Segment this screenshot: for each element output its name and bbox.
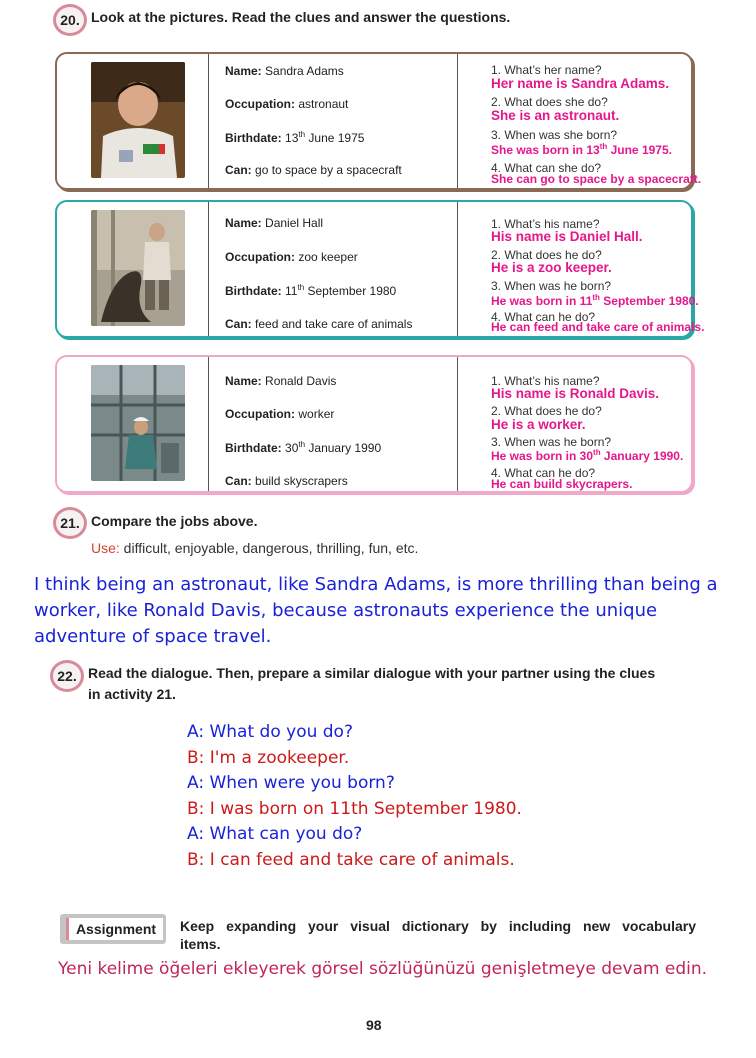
dialogue-line: A: What can you do? (187, 824, 363, 844)
ability-clue: Can: feed and take care of animals (225, 317, 413, 331)
question-3: 3. When was he born? (491, 279, 612, 293)
answer-3: She was born in 13th June 1975. (491, 142, 672, 157)
column-divider (208, 202, 209, 336)
column-divider (457, 202, 458, 336)
dialogue-line: B: I was born on 11th September 1980. (187, 799, 522, 819)
name-clue: Name: Ronald Davis (225, 374, 337, 388)
answer-3: He was born in 11th September 1980. (491, 293, 699, 308)
answer-2: He is a zoo keeper. (491, 260, 612, 275)
use-label: Use: (91, 540, 120, 556)
question-4: 4. What can she do? (491, 161, 602, 175)
question-1: 1. What’s her name? (491, 63, 602, 77)
question-2: 2. What does he do? (491, 404, 602, 418)
word-hint (91, 540, 418, 556)
assignment-label: Assignment (66, 918, 163, 940)
column-divider (208, 357, 209, 491)
dialogue-line: A: What do you do? (187, 722, 353, 742)
person-card-ronald (55, 355, 693, 493)
person-card-sandra (55, 52, 702, 190)
column-divider (208, 54, 209, 188)
occupation-clue: Occupation: astronaut (225, 97, 349, 111)
occupation-clue: Occupation: worker (225, 407, 335, 421)
exercise-title: Compare the jobs above. (91, 513, 258, 529)
assignment-text-line-2: items. (180, 936, 221, 952)
assignment-text (180, 917, 696, 953)
exercise-number: 21. (53, 507, 87, 539)
question-1: 1. What’s his name? (491, 217, 600, 231)
ability-clue: Can: go to space by a spacecraft (225, 163, 402, 177)
astronaut-photo (91, 62, 185, 178)
question-3: 3. When was she born? (491, 128, 618, 142)
dialogue-line: B: I can feed and take care of animals. (187, 850, 515, 870)
person-card-daniel (55, 200, 705, 338)
question-4: 4. What can he do? (491, 466, 596, 480)
birthdate-clue: Birthdate: 30th January 1990 (225, 440, 382, 455)
zookeeper-photo (91, 210, 185, 326)
column-divider (457, 357, 458, 491)
question-1: 1. What’s his name? (491, 374, 600, 388)
birthdate-clue: Birthdate: 11th September 1980 (225, 283, 397, 298)
dialogue-line: B: I'm a zookeeper. (187, 748, 350, 768)
name-clue: Name: Daniel Hall (225, 216, 324, 230)
page-number: 98 (366, 1017, 382, 1033)
column-divider (457, 54, 458, 188)
answer-1: His name is Daniel Hall. (491, 229, 643, 244)
name-clue: Name: Sandra Adams (225, 64, 344, 78)
assignment-badge (60, 914, 166, 944)
dialogue-line: A: When were you born? (187, 773, 395, 793)
assignment-text-line-1: Keep expanding your visual dictionary by including new vocabulary (180, 918, 696, 934)
answer-1: His name is Ronald Davis. (491, 386, 660, 401)
question-2: 2. What does she do? (491, 95, 608, 109)
question-2: 2. What does he do? (491, 248, 602, 262)
exercise-title: Read the dialogue. Then, prepare a similar dialogue with your partner using the clues (88, 665, 656, 681)
worker-photo (91, 365, 185, 481)
assignment-translation: Yeni kelime öğeleri ekleyerek görsel sözlüğünüzü genişletmeye devam edin. (58, 959, 708, 979)
exercise-title: Look at the pictures. Read the clues and answer the questions. (91, 9, 511, 25)
answer-4: He can feed and take care of animals. (491, 320, 705, 334)
ability-clue: Can: build skyscrapers (225, 474, 348, 488)
exercise-title-continued: in activity 21. (88, 686, 176, 702)
birthdate-clue: Birthdate: 13th June 1975 (225, 130, 365, 145)
answer-3: He was born in 30th January 1990. (491, 448, 684, 463)
question-3: 3. When was he born? (491, 435, 612, 449)
answer-1: Her name is Sandra Adams. (491, 76, 670, 91)
question-4: 4. What can he do? (491, 310, 596, 324)
exercise-number: 22. (50, 660, 84, 692)
occupation-clue: Occupation: zoo keeper (225, 250, 358, 264)
answer-4: He can build skycrapers. (491, 477, 633, 491)
comparison-answer: I think being an astronaut, like Sandra Adams, is more thrilling than being a worker, like Ronald Davis, because astronauts experience the unique adventure of space travel. (34, 574, 718, 647)
answer-4: She can go to space by a spacecraft. (491, 172, 702, 186)
answer-2: He is a worker. (491, 417, 586, 432)
use-words: difficult, enjoyable, dangerous, thrilling, fun, etc. (119, 540, 419, 556)
exercise-number: 20. (53, 4, 87, 36)
answer-2: She is an astronaut. (491, 108, 620, 123)
